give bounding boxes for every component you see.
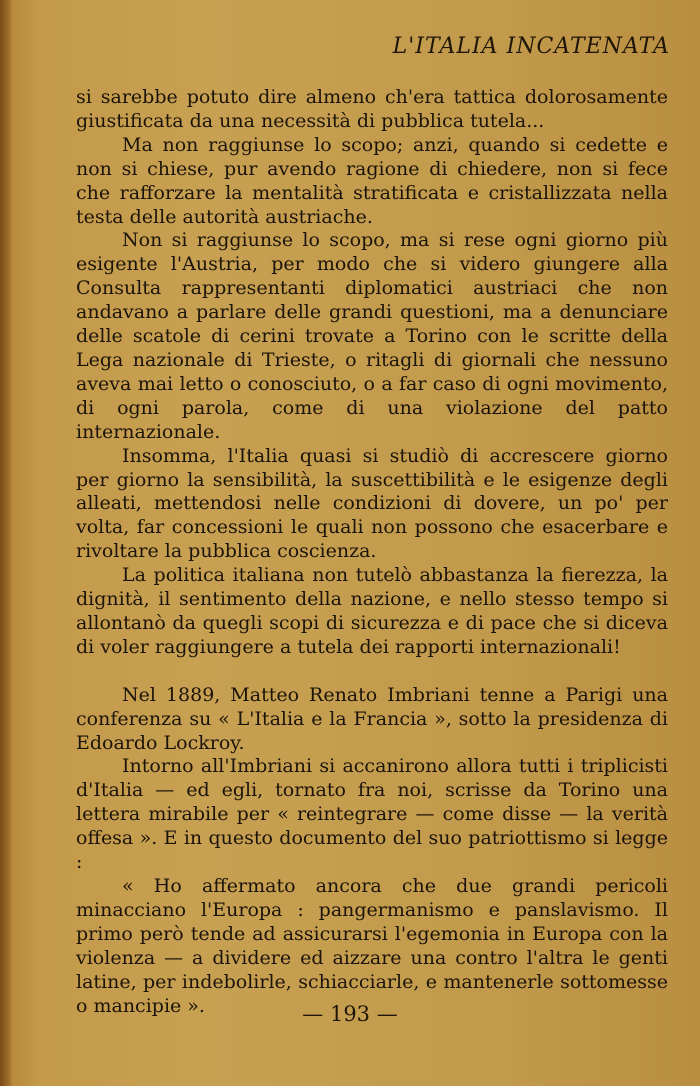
page-number: — 193 — [302, 1002, 398, 1026]
paragraph-2: Ma non raggiunse lo scopo; anzi, quando si cedette e non si chiese, pur avendo ragione di chiedere, non si fece che rafforzare la mentalità stratificata e cristallizzata nella testa delle autorità austriache. [76, 133, 668, 228]
book-spine-shadow [0, 0, 12, 1086]
running-title: L'ITALIA INCATENATA [392, 34, 670, 59]
paragraph-7: Intorno all'Imbriani si accanirono allora tutti i triplicisti d'Italia — ed egli, tornato fra noi, scrisse da Torino una lettera mirabile per « reintegrare — come disse — la verità offesa ». E in questo documento del suo patriottismo si legge : [76, 755, 668, 874]
paragraph-3: Non si raggiunse lo scopo, ma si rese ogni giorno più esigente l'Austria, per modo che si videro giungere alla Consulta rappresentanti diplomatici austriaci che non andavano a parlare delle grandi questioni, ma a denunciare delle scatole di cerini trovate a Torino con le scritte della Lega nazionale di Trieste, o ritagli di giornali che nessuno aveva mai letto o conosciuto, o a far caso di ogni movimento, di ogni parola, come di una violazione del patto internazionale. [76, 229, 668, 443]
paragraph-5: La politica italiana non tutelò abbastanza la fierezza, la dignità, il sentimento della nazione, e nello stesso tempo si allontanò da quegli scopi di sicurezza e di pace che si diceva di voler raggiungere a tutela dei rapporti internazionali! [76, 564, 668, 658]
paragraph-8-quote: « Ho affermato ancora che due grandi pericoli minacciano l'Europa : pangermanismo e panslavismo. Il primo però tende ad assicurarsi l'egemonia in Europa con la violenza — a dividere ed aizzare una contro l'altra le genti latine, per indebolirle, schiacciarle, e mantenerle sottomesse o mancipie ». [76, 875, 668, 1017]
paragraph-6: Nel 1889, Matteo Renato Imbriani tenne a Parigi una conferenza su « L'Italia e la Francia », sotto la presidenza di Edoardo Lockroy. [76, 683, 668, 754]
paragraph-1: si sarebbe potuto dire almeno ch'era tattica dolorosamente giustificata da una necessità di pubblica tutela... [76, 86, 668, 132]
paragraph-4: Insomma, l'Italia quasi si studiò di accrescere giorno per giorno la sensibilità, la suscettibilità e le esigenze degli alleati, mettendosi nelle condizioni di dovere, un po' per volta, far concessioni le quali non possono che esacerbare e rivoltare la pubblica coscienza. [76, 444, 668, 563]
page-body [76, 86, 668, 1018]
